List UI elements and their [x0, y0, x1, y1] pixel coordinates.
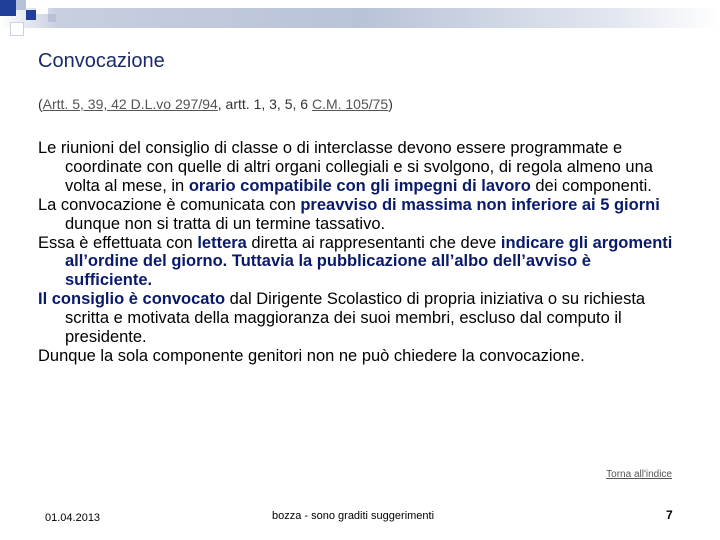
square-dark-1 — [0, 0, 16, 16]
emphasis: preavviso di massima non inferiore ai 5 giorni — [300, 195, 660, 214]
text: Dunque la sola componente genitori non ne può chiedere la convocazione. — [38, 346, 585, 365]
square-light-2 — [48, 14, 56, 22]
reference-link-cm[interactable]: C.M. 105/75 — [311, 96, 389, 112]
square-light-1 — [16, 0, 26, 10]
emphasis: lettera — [197, 233, 247, 252]
paragraph-scheduling — [38, 139, 678, 196]
square-white — [36, 2, 48, 14]
paragraph-letter — [38, 234, 678, 291]
text: Le riunioni del consiglio di classe o di interclasse devono essere programmate e coordinate con quelle di altri organi collegiali e si svolgono, di regola almeno una volta al mese, in — [38, 139, 653, 195]
paragraph-notice — [38, 196, 678, 234]
reference-link-dlvo[interactable]: Artt. 5, 39, 42 D.L.vo 297/94 — [42, 96, 218, 112]
text: dei componenti. — [530, 176, 652, 195]
subtitle-open-paren: ( — [38, 96, 43, 112]
emphasis: Il consiglio è convocato — [38, 290, 226, 309]
top-decoration-bar — [0, 8, 720, 28]
text: dunque non si tratta di un termine tassativo. — [65, 214, 386, 233]
subtitle-middle-text: , artt. 1, 3, 5, 6 — [217, 96, 312, 112]
subtitle-close-paren: ) — [388, 96, 393, 112]
page-number: 7 — [666, 508, 673, 522]
slide-body — [38, 139, 678, 366]
text: dal Dirigente Scolastico di propria iniziativa o su richiesta scritta e motivata della maggioranza dei suoi membri, escluso dal computo il presidente. — [65, 290, 646, 347]
legal-references — [38, 96, 393, 112]
emphasis: indicare gli argomenti all’ordine del giorno. Tuttavia la pubblicazione all’albo dell’avviso è sufficiente. — [65, 233, 673, 290]
emphasis: orario compatibile con gli impegni di lavoro — [188, 176, 531, 195]
footer-date: 01.04.2013 — [45, 512, 101, 524]
slide-title: Convocazione — [38, 50, 165, 72]
paragraph-convened-by — [38, 290, 678, 347]
text: diretta ai rappresentanti che deve — [246, 233, 501, 252]
text: Essa è effettuata con — [38, 233, 198, 252]
square-outline — [10, 22, 24, 36]
square-dark-2 — [26, 10, 36, 20]
paragraph-parents — [38, 347, 678, 366]
text: La convocazione è comunicata con — [38, 195, 301, 214]
back-to-index-link[interactable]: Torna all'indice — [606, 469, 672, 480]
footer-note: bozza - sono graditi suggerimenti — [272, 510, 435, 522]
